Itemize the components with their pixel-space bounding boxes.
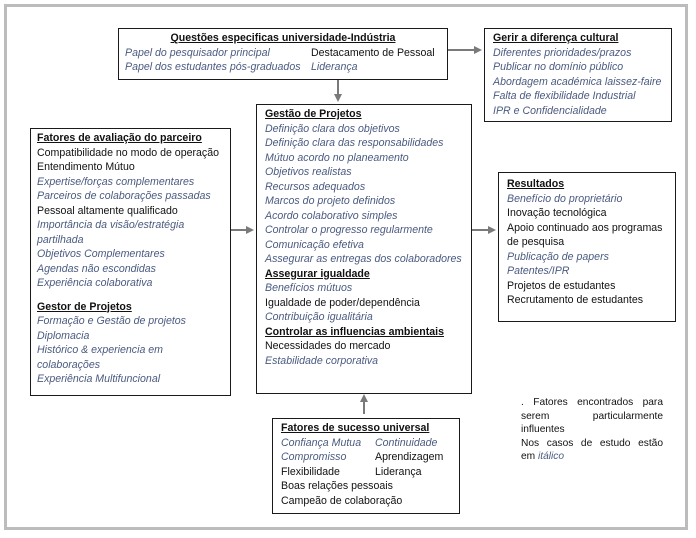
partner-item: Entendimento Mútuo	[37, 161, 135, 173]
project-management-item: Definição clara dos objetivos	[265, 122, 400, 135]
equality-item: Igualdade de poder/dependência	[265, 296, 420, 309]
project-management-item: Recursos adequados	[265, 180, 366, 193]
environmental-influences-title: Controlar as influencias ambientais	[265, 325, 444, 338]
result-item: Patentes/IPR	[507, 265, 570, 277]
project-manager-item: Diplomacia	[37, 329, 90, 342]
equality-item: Contribuição igualitária	[265, 311, 373, 323]
note-prefix: em	[521, 451, 538, 462]
issue-item: Destacamento de Pessoal	[311, 46, 435, 59]
result-item: Benefício do proprietário	[507, 192, 623, 205]
note-line: Nos casos de estudo estão	[521, 437, 663, 449]
result-item: Publicação de papers	[507, 250, 609, 263]
issue-item: Liderança	[311, 61, 358, 73]
results-title: Resultados	[507, 178, 565, 190]
project-manager-title: Gestor de Projetos	[37, 300, 132, 313]
issue-item: Papel dos estudantes pós-graduados	[125, 61, 301, 73]
issues-row-2	[125, 60, 441, 75]
results-box	[498, 172, 676, 322]
cultural-item: Falta de flexibilidade Industrial	[493, 90, 636, 102]
success-item: Compromisso	[281, 451, 347, 463]
environmental-item: Necessidades do mercado	[265, 340, 391, 352]
partner-item: Importância da visão/estratégia	[37, 219, 185, 231]
university-industry-issues-box	[118, 28, 448, 80]
cultural-item: IPR e Confidencialidade	[493, 104, 607, 117]
partner-item: Compatibilidade no modo de operação	[37, 146, 219, 159]
partner-item: Expertise/forças complementares	[37, 175, 195, 188]
success-item: Continuidade	[375, 436, 438, 449]
success-factors-box	[272, 418, 460, 514]
result-item: de pesquisa	[507, 236, 565, 248]
university-industry-issues-title: Questões especificas universidade-Indústria	[170, 32, 396, 44]
project-manager-item: Histórico & experiencia em	[37, 344, 163, 356]
partner-item: Parceiros de colaborações passadas	[37, 190, 211, 202]
note-line	[521, 450, 663, 464]
note-line: serem particularmente	[521, 410, 663, 422]
result-item: Inovação tecnológica	[507, 207, 607, 219]
partner-item: Pessoal altamente qualificado	[37, 204, 178, 217]
project-management-item: Acordo colaborativo simples	[265, 209, 398, 222]
cultural-difference-title: Gerir a diferença cultural	[493, 32, 619, 44]
success-item: Confiança Mutua	[281, 436, 362, 449]
partner-evaluation-title: Fatores de avaliação do parceiro	[37, 132, 202, 144]
issue-item: Papel do pesquisador principal	[125, 46, 270, 59]
environmental-item: Estabilidade corporativa	[265, 354, 379, 367]
project-management-item: Assegurar as entregas dos colaboradores	[265, 253, 462, 265]
legend-note	[521, 396, 663, 464]
success-item: Aprendizagem	[375, 451, 444, 463]
success-item: Liderança	[375, 465, 422, 478]
project-management-item: Controlar o progresso regularmente	[265, 224, 433, 236]
result-item: Recrutamento de estudantes	[507, 294, 644, 306]
cultural-item: Abordagem académica laissez-faire	[493, 75, 662, 88]
success-factors-title: Fatores de sucesso universal	[281, 422, 430, 434]
success-item: Boas relações pessoais	[281, 480, 393, 492]
success-row-1	[281, 436, 451, 451]
project-management-box	[256, 104, 472, 394]
note-line: influentes	[521, 424, 565, 435]
project-manager-item: colaborações	[37, 358, 101, 371]
cultural-difference-box	[484, 28, 672, 122]
project-management-item: Definição clara das responsabilidades	[265, 137, 444, 149]
partner-item: Objetivos Complementares	[37, 248, 165, 260]
note-line: . Fatores encontrados para	[521, 397, 663, 408]
issues-row-1	[125, 46, 441, 61]
project-management-item: Marcos do projeto definidos	[265, 195, 396, 207]
note-italic-word: itálico	[537, 451, 565, 462]
result-item: Apoio continuado aos programas	[507, 221, 663, 234]
cultural-item: Publicar no domínio público	[493, 61, 624, 73]
partner-evaluation-box	[30, 128, 231, 396]
project-manager-item: Experiência Multifuncional	[37, 373, 161, 385]
success-row-2	[281, 450, 451, 465]
project-management-item: Comunicação efetiva	[265, 238, 364, 251]
equality-item: Benefícios mútuos	[265, 282, 353, 294]
project-management-title: Gestão de Projetos	[265, 108, 362, 120]
success-item: Campeão de colaboração	[281, 494, 403, 507]
project-manager-item: Formação e Gestão de projetos	[37, 315, 186, 327]
success-row-3	[281, 465, 451, 480]
project-management-item: Mútuo acordo no planeamento	[265, 151, 409, 164]
cultural-item: Diferentes prioridades/prazos	[493, 46, 632, 59]
ensure-equality-title: Assegurar igualdade	[265, 267, 370, 280]
partner-item: Agendas não escondidas	[37, 262, 156, 275]
result-item: Projetos de estudantes	[507, 279, 616, 292]
partner-item: partilhada	[37, 233, 84, 246]
success-item: Flexibilidade	[281, 465, 340, 478]
partner-item: Experiência colaborativa	[37, 277, 153, 289]
project-management-item: Objetivos realistas	[265, 166, 352, 178]
